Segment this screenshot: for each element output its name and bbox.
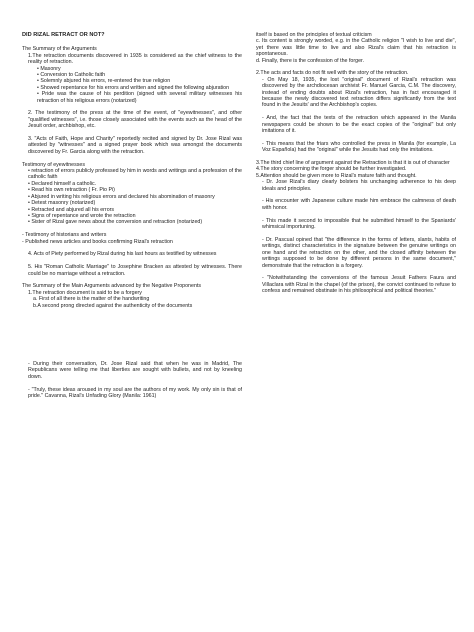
document-paragraph: - And, the fact that the texts of the retraction which appeared in the Manila newspapers could be shown to be the exact copies of the "original" but only imitations of it. (262, 115, 456, 135)
document-paragraph: - "Truly, these ideas aroused in my soul are the authors of my work. My only sin is that of pride." Cavanna, Rizal's Unfading Glory (Manila: 1961) (28, 386, 242, 399)
left-column (22, 32, 242, 399)
document-paragraph: - During their conversation, Dr. Jose Rizal said that when he was in Madrid, The Republicans were telling me that liberties are sought with bullets, and not by kneeling down. (28, 360, 242, 380)
document-paragraph: • Masonry (37, 65, 61, 72)
document-paragraph: - This made it second to impossible that he submitted himself to the Spaniards' whimsical importuning. (262, 217, 456, 231)
document-paragraph: - On May 18, 1935, the lost "original" document of Rizal's retraction was discovered by the archdiocesan archivist Fr. Manuel Garcia, C.M. The discovery, instead of ending doubts about Rizal's retraction, has in fact encouraged it because the newly discovered text retraction differs significantly from the text found in the Jesuits' and the Archbishop's copies. (262, 76, 456, 109)
document-paragraph: • Abjured in writing his religious errors and declared his abomination of masonry (28, 193, 215, 200)
document-paragraph: • Showed repentance for his errors and written and signed the following abjuration (37, 84, 230, 91)
document-paragraph: • retraction of errors publicly professed by him in words and writings and a profession of the catholic faith (28, 168, 242, 181)
document-paragraph: 4. Acts of Piety performed by Rizal during his last hours as testified by witnesses (28, 251, 217, 258)
document-paragraph: • Sister of Rizal gave news about the conversion and retraction (notarized) (28, 219, 203, 226)
document-paragraph: 2.The acts and facts do not fit well with the story of the retraction. (256, 70, 409, 77)
document-paragraph: - Dr. Pascual opined that "the difference in the forms of letters, slants, habits of writings, distinct characteristics in the signature between the genuine writings on one hand and the retraction on the other, and the closed affinity between the writings supposed to be done by different persons in the same document," demonstrate that the retraction is a forgery. (262, 236, 456, 269)
document-paragraph: • Retracted and abjured all his errors (28, 206, 115, 213)
document-paragraph: 4.The story concerning the forger should be further investigated. (256, 166, 407, 173)
document-paragraph: • Pride was the cause of his perdition (signed with several military witnesses his retraction of his religious errors (notarized) (37, 91, 242, 104)
document-paragraph: d. Finally, there is the confession of the forger. (256, 57, 364, 64)
document-paragraph: The Summary of the Arguments (22, 46, 97, 53)
document-paragraph: 1.The retraction document is said to be a forgery (28, 289, 142, 296)
document-paragraph: 3. "Acts of Faith, Hope and Charity" reportedly recited and signed by Dr. Jose Rizal was attested by "witnesses" and a signed prayer book which was amongst the documents discovered by Fr. Garcia along with the retraction. (28, 136, 242, 155)
document-paragraph: a. First of all there is the matter of the handwriting (33, 296, 150, 303)
document-paragraph: • Solemnly abjured his errors, re-entered the true religion (37, 78, 171, 85)
document-title: DID RIZAL RETRACT OR NOT? (22, 32, 105, 38)
document-paragraph: • Read his own retraction ( Fr. Pio Pi) (28, 187, 115, 194)
paragraph-spacer (22, 309, 242, 361)
document-paragraph: 5. His "Roman Catholic Marriage" to Josephine Bracken as attested by witnesses. There could be no marriage without a retraction. (28, 264, 242, 277)
document-paragraph: 1.The retraction documents discovered in 1935 is considered as the chief witness to the reality of retraction. (28, 52, 242, 66)
document-paragraph: - Dr. Jose Rizal's diary clearly bolsters his unchanging adherence to his deep ideals and principles. (262, 179, 456, 192)
document-paragraph: c. Its content is strongly worded, e.g. in the Catholic religion "I wish to live and die", yet there was little time to live and also Rizal's claim that his retraction is spontaneous. (256, 38, 456, 58)
right-column (256, 32, 456, 295)
right-column-body (256, 32, 456, 295)
document-paragraph: • Conversion to Catholic faith (37, 72, 106, 79)
document-paragraph: b.A second prong directed against the authenticity of the documents (33, 302, 193, 309)
document-paragraph: • Declared himself a catholic. (28, 180, 97, 187)
document-paragraph: 5.Attention should be given more to Rizal's mature faith and thought. (256, 172, 417, 179)
document-paragraph: - His encounter with Japanese culture made him embrace the calmness of death with honor. (262, 198, 456, 211)
document-paragraph: - Testimony of historians and writers (22, 232, 107, 239)
document-paragraph: • Detest masonry (notarized) (28, 200, 96, 207)
document-paragraph: - This means that the friars who controlled the press in Manila (for example, La Voz Española) had the "original" while the Jesuits had only the imitations. (262, 140, 456, 154)
document-paragraph: 2. The testimony of the press at the time of the event, of "eyewitnesses", and other "qualified witnesses", i.e. those closely associated with the events such as the head of the Jesuit order, archbishop, etc. (28, 110, 242, 130)
document-paragraph: - Published news articles and books confirming Rizal's retraction (22, 238, 173, 245)
document-paragraph: itself is based on the principles of textual criticism (256, 32, 372, 38)
document-paragraph: - "Notwithstanding the conversions of the famous Jesuit Fathers Faura and Villaclara with Rizal in the chapel (of the prison), the convict continued to refuse to confess and remained obstinate in his philosophical and political theories." (262, 275, 456, 295)
document-paragraph: Testimony of eyewitnesses (22, 161, 86, 168)
document-paragraph: 3.The third chief line of argument against the Retraction is that it is out of character (256, 160, 450, 167)
document-paragraph: • Signs of repentance and wrote the retraction (28, 212, 136, 219)
left-column-body (22, 46, 242, 399)
document-paragraph: The Summary of the Main Arguments advanced by the Negative Proponents (22, 283, 202, 290)
